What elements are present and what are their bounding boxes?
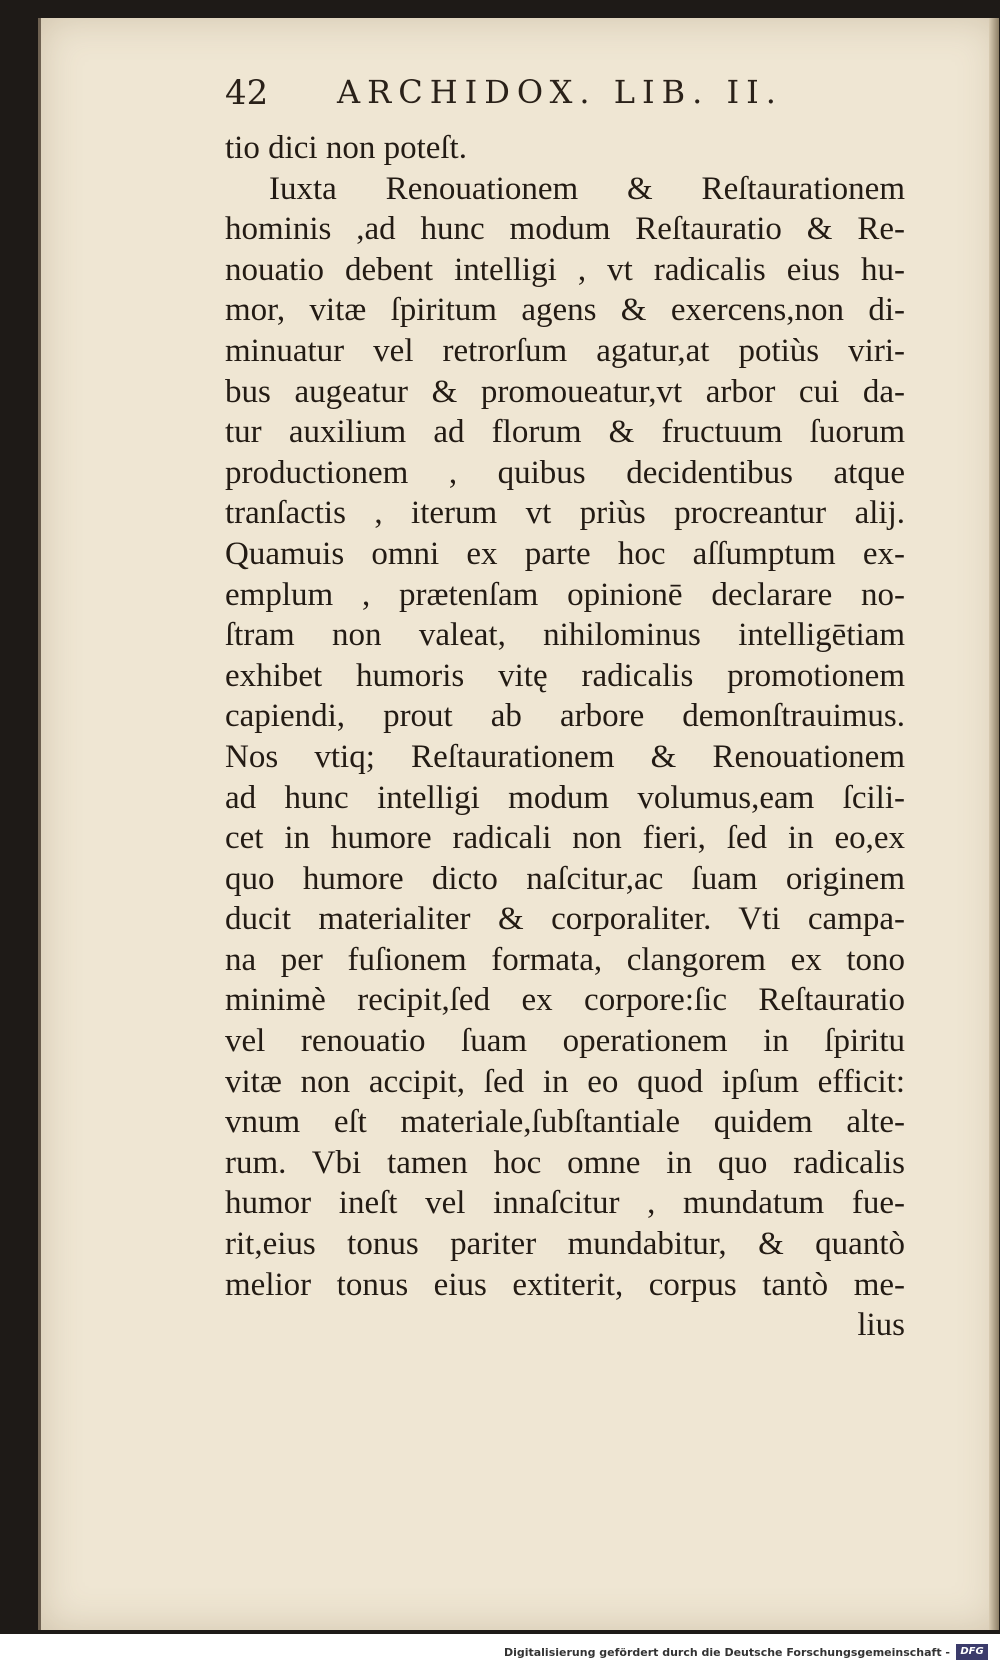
text-line: hominis ,ad hunc modum Reſtauratio & Re- (225, 211, 905, 248)
text-line: Quamuis omni ex parte hoc aſſumptum ex- (225, 535, 905, 572)
page-number: 42 (225, 73, 269, 113)
text-line: ducit materialiter & corporaliter. Vti campa- (225, 901, 905, 938)
text-line: vnum eſt materiale,ſubſtantiale quidem alte- (225, 1104, 905, 1141)
text-line: tranſactis , iterum vt priùs procreantur alij. (225, 495, 905, 532)
text-line: quo humore dicto naſcitur,ac ſuam originem (225, 860, 905, 897)
body-text (225, 128, 905, 1346)
text-line: cet in humore radicali non fieri, ſed in eo,ex (225, 820, 905, 857)
text-line: melior tonus eius extiterit, corpus tantò me- (225, 1266, 905, 1303)
text-line: minuatur vel retrorſum agatur,at potiùs viri- (225, 332, 905, 369)
text-line: nouatio debent intelligi , vt radicalis eius hu- (225, 251, 905, 288)
text-line: rit,eius tonus pariter mundabitur, & quantò (225, 1226, 905, 1263)
text-line: emplum , prætenſam opinionē declarare no- (225, 576, 905, 613)
dfg-logo: DFG (956, 1644, 988, 1660)
text-line: mor, vitæ ſpiritum agens & exercens,non di- (225, 292, 905, 329)
text-line: ad hunc intelligi modum volumus,eam ſcili- (225, 779, 905, 816)
text-line: rum. Vbi tamen hoc omne in quo radicalis (225, 1144, 905, 1181)
text-line: tur auxilium ad florum & fructuum ſuorum (225, 414, 905, 451)
running-title: ARCHIDOX. LIB. II. (337, 73, 783, 111)
text-line: lius (857, 1307, 905, 1344)
text-line: bus augeatur & promoueatur,vt arbor cui da- (225, 373, 905, 410)
text-line: productionem , quibus decidentibus atque (225, 454, 905, 491)
text-line: capiendi, prout ab arbore demonſtrauimus. (225, 698, 905, 735)
text-line: Nos vtiq; Reſtaurationem & Renouationem (225, 738, 905, 775)
page-edge (989, 18, 999, 1630)
funding-credit: Digitalisierung gefördert durch die Deutsche Forschungsgemeinschaft - (503, 1646, 950, 1659)
text-line: humor ineſt vel innaſcitur , mundatum fue- (225, 1185, 905, 1222)
text-line: vel renouatio ſuam operationem in ſpiritu (225, 1023, 905, 1060)
page-header (225, 65, 875, 119)
text-line: Iuxta Renouationem & Reſtaurationem (269, 170, 905, 207)
text-line: ſtram non valeat, nihilominus intelligētiam (225, 617, 905, 654)
footer-bar (0, 1634, 1000, 1669)
text-line: na per fuſionem formata, clangorem ex tono (225, 941, 905, 978)
text-line: minimè recipit,ſed ex corpore:ſic Reſtauratio (225, 982, 905, 1019)
text-line: exhibet humoris vitę radicalis promotionem (225, 657, 905, 694)
text-line: vitæ non accipit, ſed in eo quod ipſum efficit: (225, 1063, 905, 1100)
text-line: tio dici non poteſt. (225, 130, 467, 166)
